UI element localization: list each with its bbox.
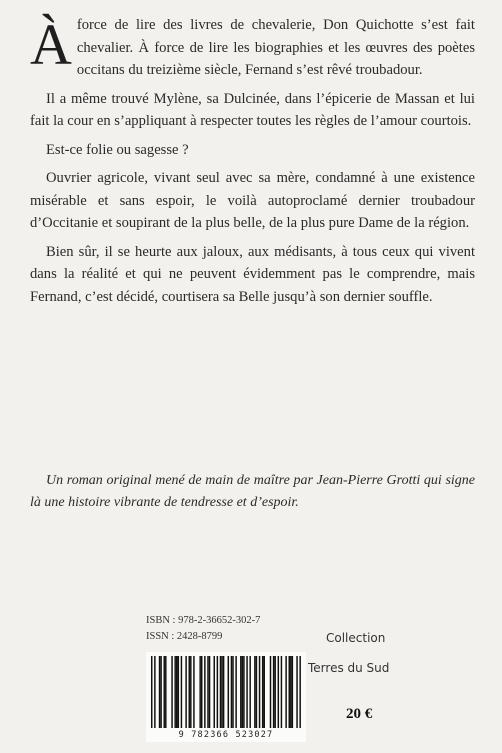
blurb-paragraph-4: Ouvrier agricole, vivant seul avec sa mère, condamné à une existence misérable et sans espoir, le voilà autoproclamé dernier troubadour d’Occitanie et soupirant de la plus belle, de la plus pure Dame de la région. <box>30 170 475 231</box>
barcode-bar <box>221 656 222 728</box>
barcode-bar <box>209 656 210 728</box>
barcode-bar <box>151 656 152 728</box>
barcode-bar <box>171 656 172 728</box>
barcode-bar <box>289 656 290 728</box>
barcode-bar <box>159 656 160 728</box>
barcode-bar <box>292 656 293 728</box>
price: 20 € <box>346 706 373 722</box>
barcode-bar <box>242 656 243 728</box>
tagline: Un roman original mené de main de maître par Jean-Pierre Grotti qui signe là une histoire vibrante de tendresse et d’espoir. <box>30 473 475 510</box>
collection-line-1: Collection <box>326 631 386 645</box>
barcode-bar <box>189 656 190 728</box>
barcode-bar <box>190 656 191 728</box>
barcode-bar <box>235 656 236 728</box>
barcode-bar <box>274 656 275 728</box>
isbn: ISBN : 978-2-36652-302-7 <box>146 615 261 626</box>
barcode-bar <box>256 656 257 728</box>
barcode-bar <box>285 656 286 728</box>
barcode-bar <box>160 656 161 728</box>
barcode-bar <box>281 656 282 728</box>
barcode-bar <box>174 656 175 728</box>
barcode-bar <box>259 656 260 728</box>
issn: ISSN : 2428-8799 <box>146 631 223 642</box>
collection-line-2: Terres du Sud <box>308 661 390 675</box>
barcode-bar <box>178 656 179 728</box>
blurb-text <box>30 14 475 314</box>
barcode-bar <box>176 656 177 728</box>
isbn-block <box>146 613 296 645</box>
barcode <box>146 652 306 742</box>
blurb-paragraph-3: Est-ce folie ou sagesse ? <box>46 141 189 158</box>
barcode-bar <box>232 656 233 728</box>
barcode-bar <box>207 656 208 728</box>
barcode-bar <box>240 656 241 728</box>
barcode-bar <box>273 656 274 728</box>
barcode-bar <box>228 656 229 728</box>
drop-cap: À <box>30 12 72 77</box>
barcode-bar <box>181 656 182 728</box>
barcode-bar <box>254 656 255 728</box>
collection-label <box>296 623 426 683</box>
barcode-bar <box>164 656 165 728</box>
barcode-bar <box>223 656 224 728</box>
barcode-bar <box>220 656 221 728</box>
barcode-bar <box>199 656 200 728</box>
blurb-paragraph-2: Il a même trouvé Mylène, sa Dulcinée, dans l’épicerie de Massan et lui fait la cour en s’appliquant à respecter toutes les règles de l’amour courtois. <box>30 90 475 129</box>
barcode-bar <box>214 656 215 728</box>
blurb-paragraph-1 <box>30 14 475 82</box>
barcode-bar <box>264 656 265 728</box>
barcode-bar <box>270 656 271 728</box>
barcode-bar <box>165 656 166 728</box>
barcode-bar <box>204 656 205 728</box>
barcode-bar <box>246 656 247 728</box>
barcode-bar <box>249 656 250 728</box>
barcode-bar <box>278 656 279 728</box>
barcode-bar <box>185 656 186 728</box>
barcode-bar <box>290 656 291 728</box>
barcode-bar <box>217 656 218 728</box>
barcode-bar <box>154 656 155 728</box>
barcode-bar <box>193 656 194 728</box>
barcode-bar <box>231 656 232 728</box>
barcode-bar <box>262 656 263 728</box>
blurb-paragraph-5: Bien sûr, il se heurte aux jaloux, aux médisants, à tous ceux qui vivent dans la réalité et qui ne peuvent évidemment pas le comprendre, mais Fernand, c’est décidé, courtisera sa Belle jusqu’à son dernier souffle. <box>30 243 475 305</box>
blurb-paragraph-1-text: force de lire des livres de chevalerie, Don Quichotte s’est fait chevalier. À force de lire les biographies et les œuvres des poètes occitans du treizième siècle, Fernand s’est rêvé troubadour. <box>76 17 475 78</box>
barcode-digits: 9 782366 523027 <box>178 730 274 740</box>
barcode-bar <box>201 656 202 728</box>
barcode-bar <box>243 656 244 728</box>
